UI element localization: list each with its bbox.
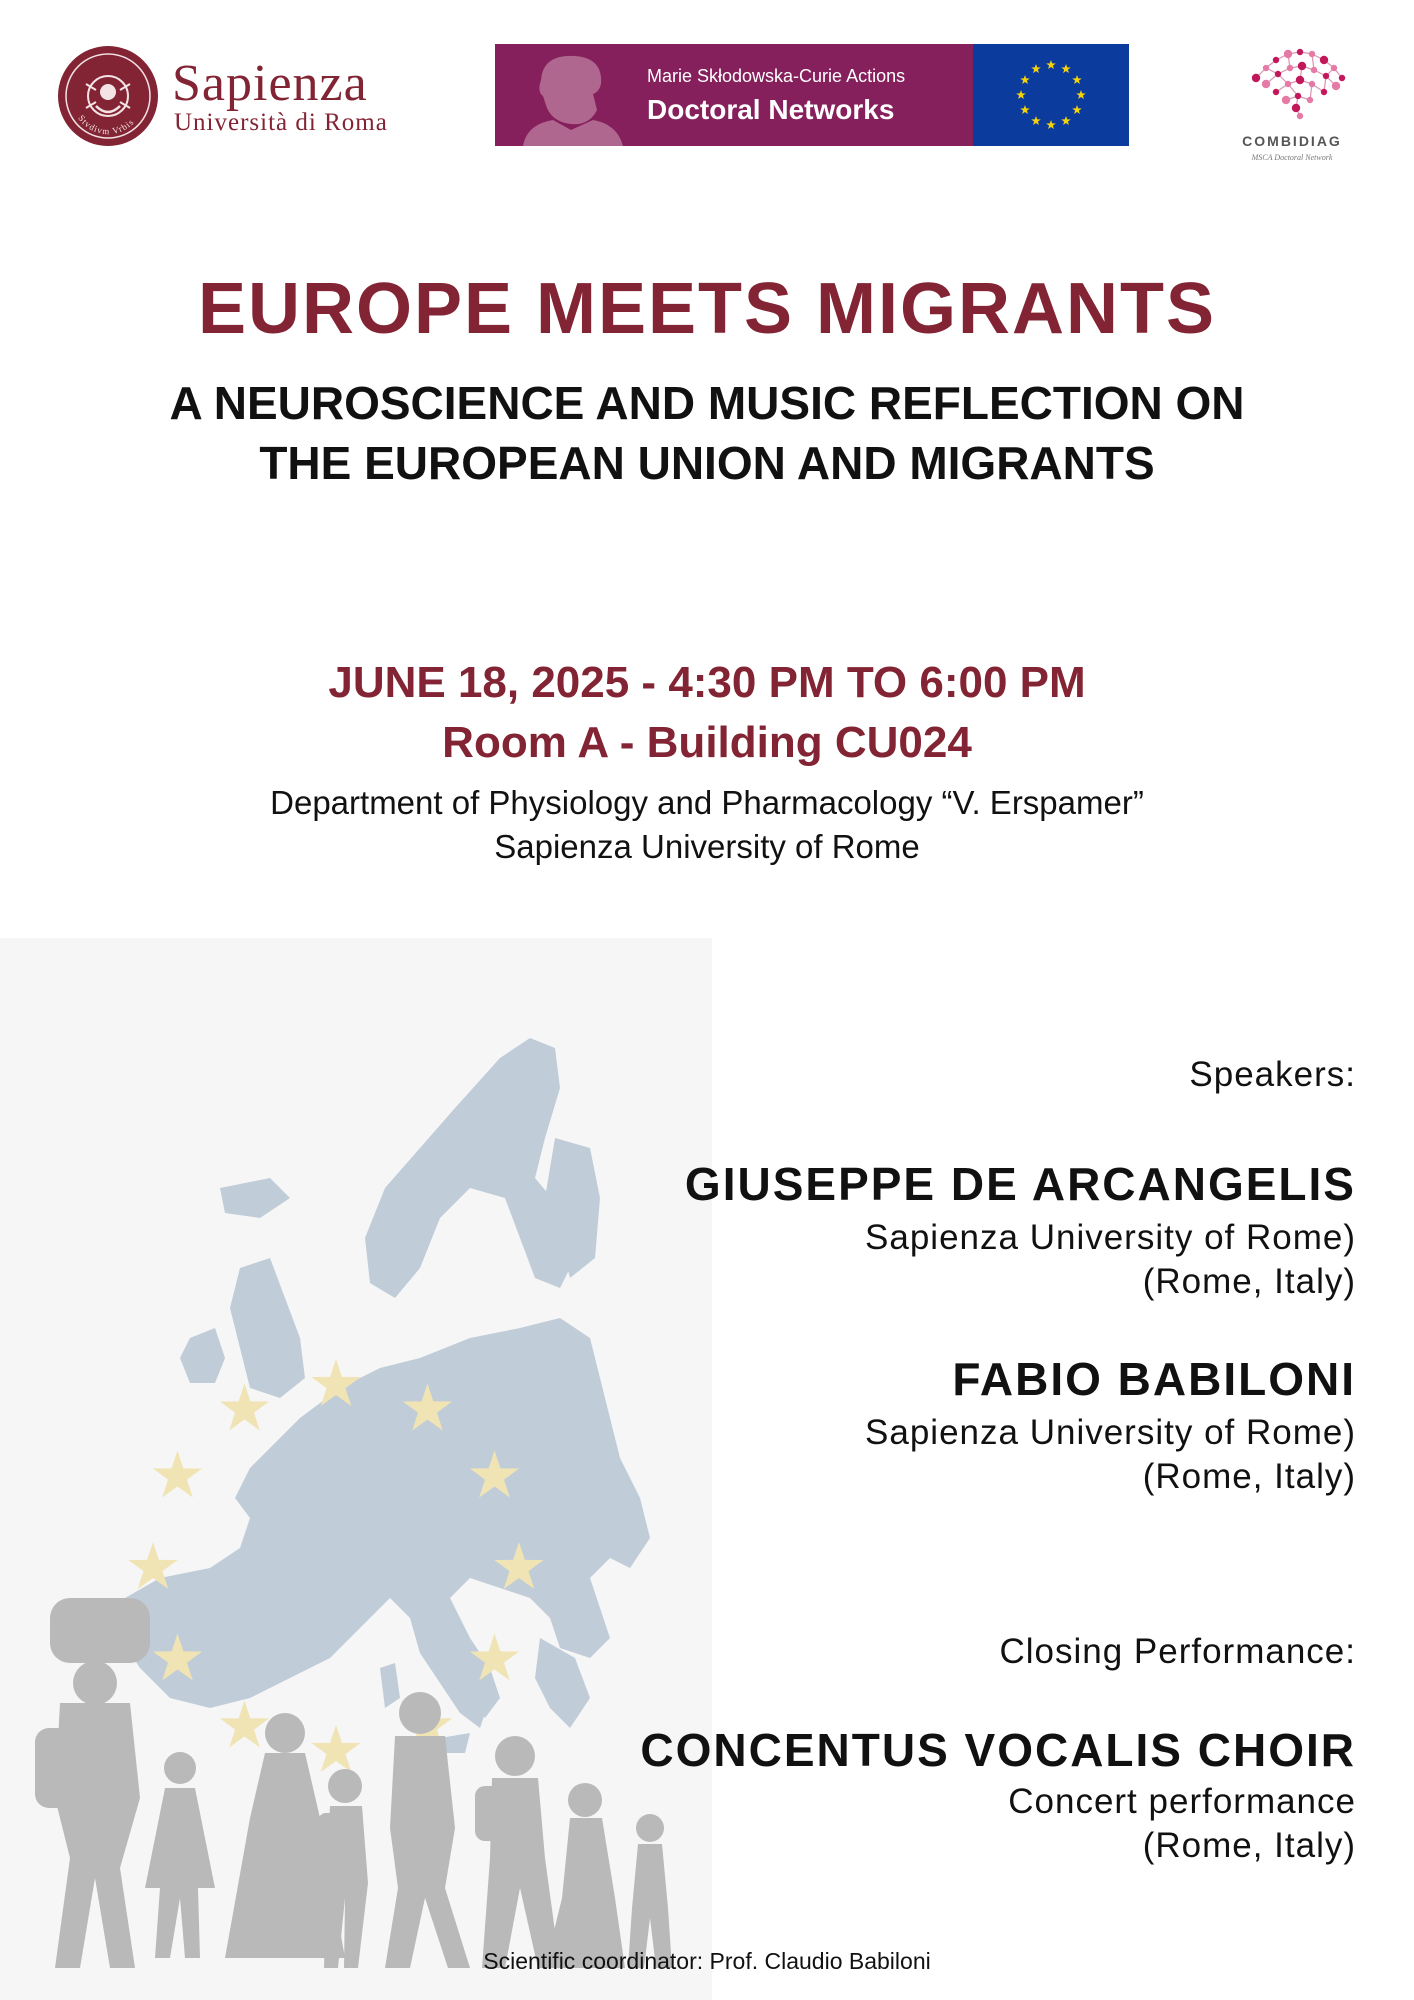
msca-banner <box>495 44 1129 146</box>
speaker-affiliation: Sapienza University of Rome) <box>865 1413 1356 1452</box>
performance-name: CONCENTUS VOCALIS CHOIR <box>640 1724 1356 1776</box>
combidiag-network-logo <box>1236 40 1356 120</box>
closing-performance-label: Closing Performance: <box>999 1632 1356 1671</box>
event-subtitle-line1: A NEUROSCIENCE AND MUSIC REFLECTION ON <box>169 377 1245 429</box>
speaker-affiliation: Sapienza University of Rome) <box>865 1218 1356 1257</box>
performance-description: Concert performance <box>1008 1782 1356 1821</box>
eu-flag-star-icon <box>1061 64 1071 73</box>
event-department: Department of Physiology and Pharmacology “V. Erspamer” <box>270 784 1144 821</box>
map-star-icon <box>311 1725 360 1772</box>
eu-flag-star-icon <box>1020 105 1030 114</box>
europe-map-migrants-illustration <box>0 938 712 2000</box>
combidiag-subtitle: MSCA Doctoral Network <box>1251 153 1333 162</box>
eu-flag-icon <box>973 44 1129 146</box>
europe-map-icon <box>120 1038 650 1753</box>
sapienza-name: Sapienza <box>172 55 368 112</box>
eu-flag-star-icon <box>1046 120 1056 129</box>
eu-flag-star-icon <box>1016 90 1026 99</box>
eu-flag-star-icon <box>1061 116 1071 125</box>
speaker-name: GIUSEPPE DE ARCANGELIS <box>684 1158 1356 1210</box>
scientific-coordinator: Scientific coordinator: Prof. Claudio Babiloni <box>483 1948 931 1974</box>
event-subtitle <box>0 373 1414 493</box>
performance-location: (Rome, Italy) <box>1142 1826 1356 1865</box>
event-subtitle-line2: THE EUROPEAN UNION AND MIGRANTS <box>259 437 1155 489</box>
eu-flag-star-icon <box>1031 116 1041 125</box>
eu-flag-star-icon <box>1072 75 1082 84</box>
sapienza-subtitle: Università di Roma <box>174 109 388 136</box>
eu-flag-star-icon <box>1020 75 1030 84</box>
speaker-name: FABIO BABILONI <box>952 1353 1356 1405</box>
event-room: Room A - Building CU024 <box>442 718 972 767</box>
speaker-location: (Rome, Italy) <box>1142 1262 1356 1301</box>
event-title: EUROPE MEETS MIGRANTS <box>197 269 1217 349</box>
msca-line2: Doctoral Networks <box>647 94 895 125</box>
map-star-icon <box>153 1451 202 1498</box>
sapienza-seal-logo <box>56 44 160 148</box>
eu-flag-star-icon <box>1046 60 1056 69</box>
msca-line1: Marie Skłodowska-Curie Actions <box>647 66 906 86</box>
map-star-icon <box>220 1701 269 1748</box>
marie-curie-portrait-icon <box>513 50 633 146</box>
speakers-label: Speakers: <box>1189 1055 1356 1094</box>
eu-flag-star-icon <box>1072 105 1082 114</box>
speaker-location: (Rome, Italy) <box>1142 1457 1356 1496</box>
eu-flag-star-icon <box>1076 90 1086 99</box>
event-university: Sapienza University of Rome <box>494 828 920 865</box>
svg-text:Stvdivm Vrbis: Stvdivm Vrbis <box>76 113 136 137</box>
event-date-time: JUNE 18, 2025 - 4:30 PM TO 6:00 PM <box>328 658 1086 707</box>
combidiag-name: COMBIDIAG <box>1242 133 1342 149</box>
eu-flag-star-icon <box>1031 64 1041 73</box>
migrants-silhouette-icon <box>35 1598 672 1968</box>
